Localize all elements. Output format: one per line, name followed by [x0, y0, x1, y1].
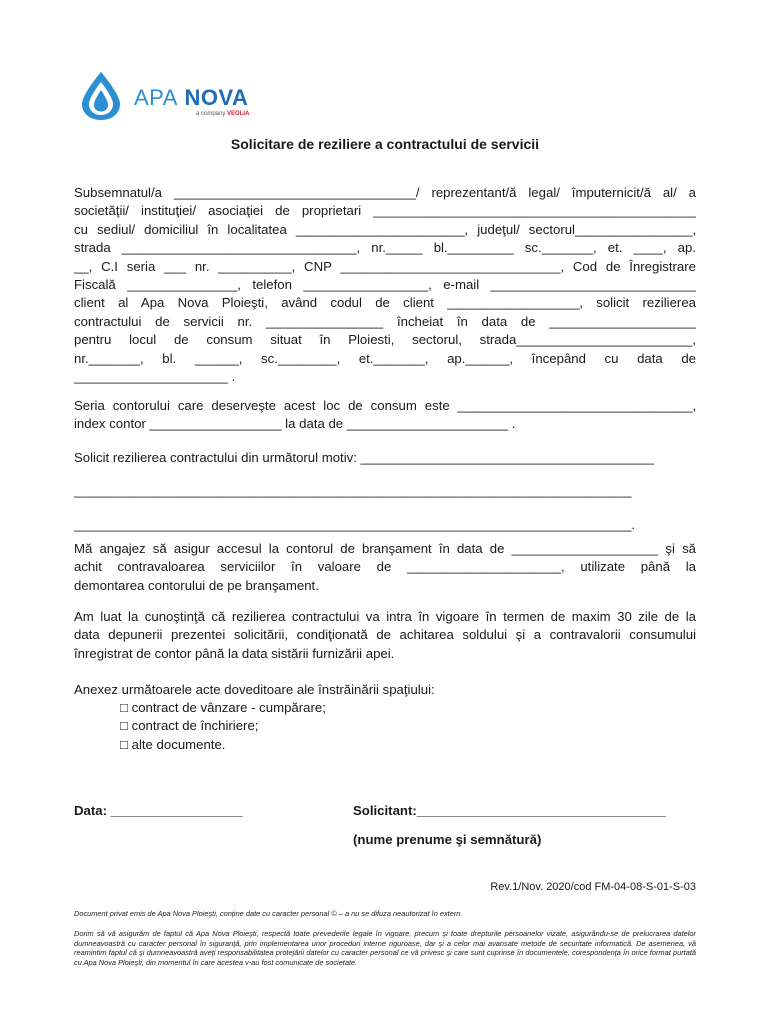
- annex-checklist: [120, 699, 326, 754]
- text-line: index contor __________________ la data de ______________________ .: [74, 416, 516, 432]
- text-line: înregistrat de contor până la data sistării furnizării apei.: [74, 645, 395, 661]
- text-line: contractului de servicii nr. ________________ încheiat în data de ____________________: [74, 313, 696, 329]
- termination-terms-paragraph: [74, 608, 696, 663]
- checklist-item-rental-contract[interactable]: □ contract de închiriere;: [120, 718, 259, 734]
- brand-part-nova: NOVA: [184, 85, 249, 110]
- text-line: client al Apa Nova Ploieşti, având codul de client __________________, solicit rezilierea: [74, 295, 696, 311]
- text-line: Fiscală _______________, telefon _________________, e-mail ____________________________: [74, 277, 696, 293]
- text-line: Seria contorului care deserveşte acest loc de consum este ________________________________,: [74, 398, 696, 413]
- text-line: Subsemnatul/a _________________________________/ reprezentant/ă legal/ împuternicit/ă al/ a: [74, 185, 696, 200]
- text-line: Am luat la cunoştinţă că rezilierea contractului va intra în vigoare în termen de maxim 30 zile de la: [74, 609, 696, 624]
- text-line: demontarea contorului de pe branşament.: [74, 577, 319, 593]
- checklist-item-sale-contract[interactable]: □ contract de vânzare - cumpărare;: [120, 700, 326, 715]
- private-document-note: [74, 909, 696, 919]
- text-line: data depunerii prezentei solicitării, condiţionată de achitarea soldului şi a contravalorii consumului: [74, 627, 696, 643]
- text-line: Mă angajez să asigur accesul la contorul de branşament în data de ____________________ şi să: [74, 541, 696, 556]
- gdpr-note-text: Dorim să vă asigurăm de faptul că Apa Nova Ploieşti, respectă toate prevederile legale în vigoare, precum şi toate drepturile persoanelor vizate, asigurându-se de prelucrarea datelor dumneavoastră cu caracter personal în siguranţă, prin implementarea unor proceduri interne riguroase, dar şi a celor mai avansate metode de securitate informatică. De asemenea, vă reamintim faptul că şi dumneavoastră aveţi responsabilitatea protejării datelor cu caracter personal ce vă privesc şi care sunt cuprinse în documentele, corespondenţa în orice format purtată cu Apa Nova Ploieşti, din momentul în care acestea v-au fost comunicate de societate.: [74, 929, 696, 967]
- text-line: strada ________________________________, nr._____ bl._________ sc._______, et. ____, ap.: [74, 240, 696, 256]
- text-line: achit contravaloarea serviciilor în valoare de _____________________, utilizate până la: [74, 559, 696, 575]
- water-drop-icon: [78, 70, 124, 122]
- applicant-signature-field: Solicitant:__________________________________: [353, 803, 667, 818]
- text-line: __, C.I seria ___ nr. __________, CNP ______________________________, Cod de Înregistrare: [74, 258, 696, 274]
- brand-tagline: [196, 111, 249, 117]
- text-line: societăţii/ instituţiei/ asociaţiei de proprietari ____________________________________________: [74, 203, 696, 219]
- gdpr-note: [74, 929, 696, 967]
- tagline-prefix: a company: [196, 111, 226, 117]
- date-field: Data: __________________: [74, 803, 243, 818]
- applicant-signature-note: (nume prenume şi semnătură): [353, 832, 542, 847]
- text-line: pentru locul de consum situat în Ploiesti, sectorul, strada________________________,: [74, 332, 696, 348]
- text-line: Solicit rezilierea contractului din următorul motiv: ________________________________________: [74, 450, 654, 465]
- text-line: ____________________________________________________________________________: [74, 483, 632, 499]
- applicant-details-paragraph: [74, 184, 696, 386]
- annex-intro-text: Anexez următoarele acte doveditoare ale înstrăinării spaţiului:: [74, 682, 435, 697]
- meter-paragraph: [74, 397, 696, 434]
- brand-name: [134, 85, 248, 111]
- text-line: cu sediul/ domiciliul în localitatea _______________________, judeţul/ sectorul________________,: [74, 221, 696, 237]
- apa-nova-logo: [78, 70, 288, 126]
- text-line: ____________________________________________________________________________.: [74, 516, 636, 532]
- text-line: _____________________ .: [74, 369, 236, 385]
- annex-intro: [74, 681, 696, 699]
- checklist-item-other-documents[interactable]: □ alte documente.: [120, 736, 226, 752]
- tagline-brand: VEOLIA: [227, 111, 250, 117]
- brand-part-apa: APA: [134, 85, 178, 110]
- document-title: Solicitare de reziliere a contractului de servicii: [230, 136, 540, 152]
- revision-code: Rev.1/Nov. 2020/cod FM-04-08-S-01-S-03: [490, 881, 696, 893]
- text-line: nr._______, bl. ______, sc.________, et._______, ap.______, începând cu data de: [74, 350, 696, 366]
- access-commitment-paragraph: [74, 540, 696, 595]
- private-note-text: Document privat emis de Apa Nova Ploieşti, conţine date cu caracter personal © – a nu se difuza neautorizat în extern.: [74, 909, 463, 918]
- reason-paragraph: [74, 449, 696, 534]
